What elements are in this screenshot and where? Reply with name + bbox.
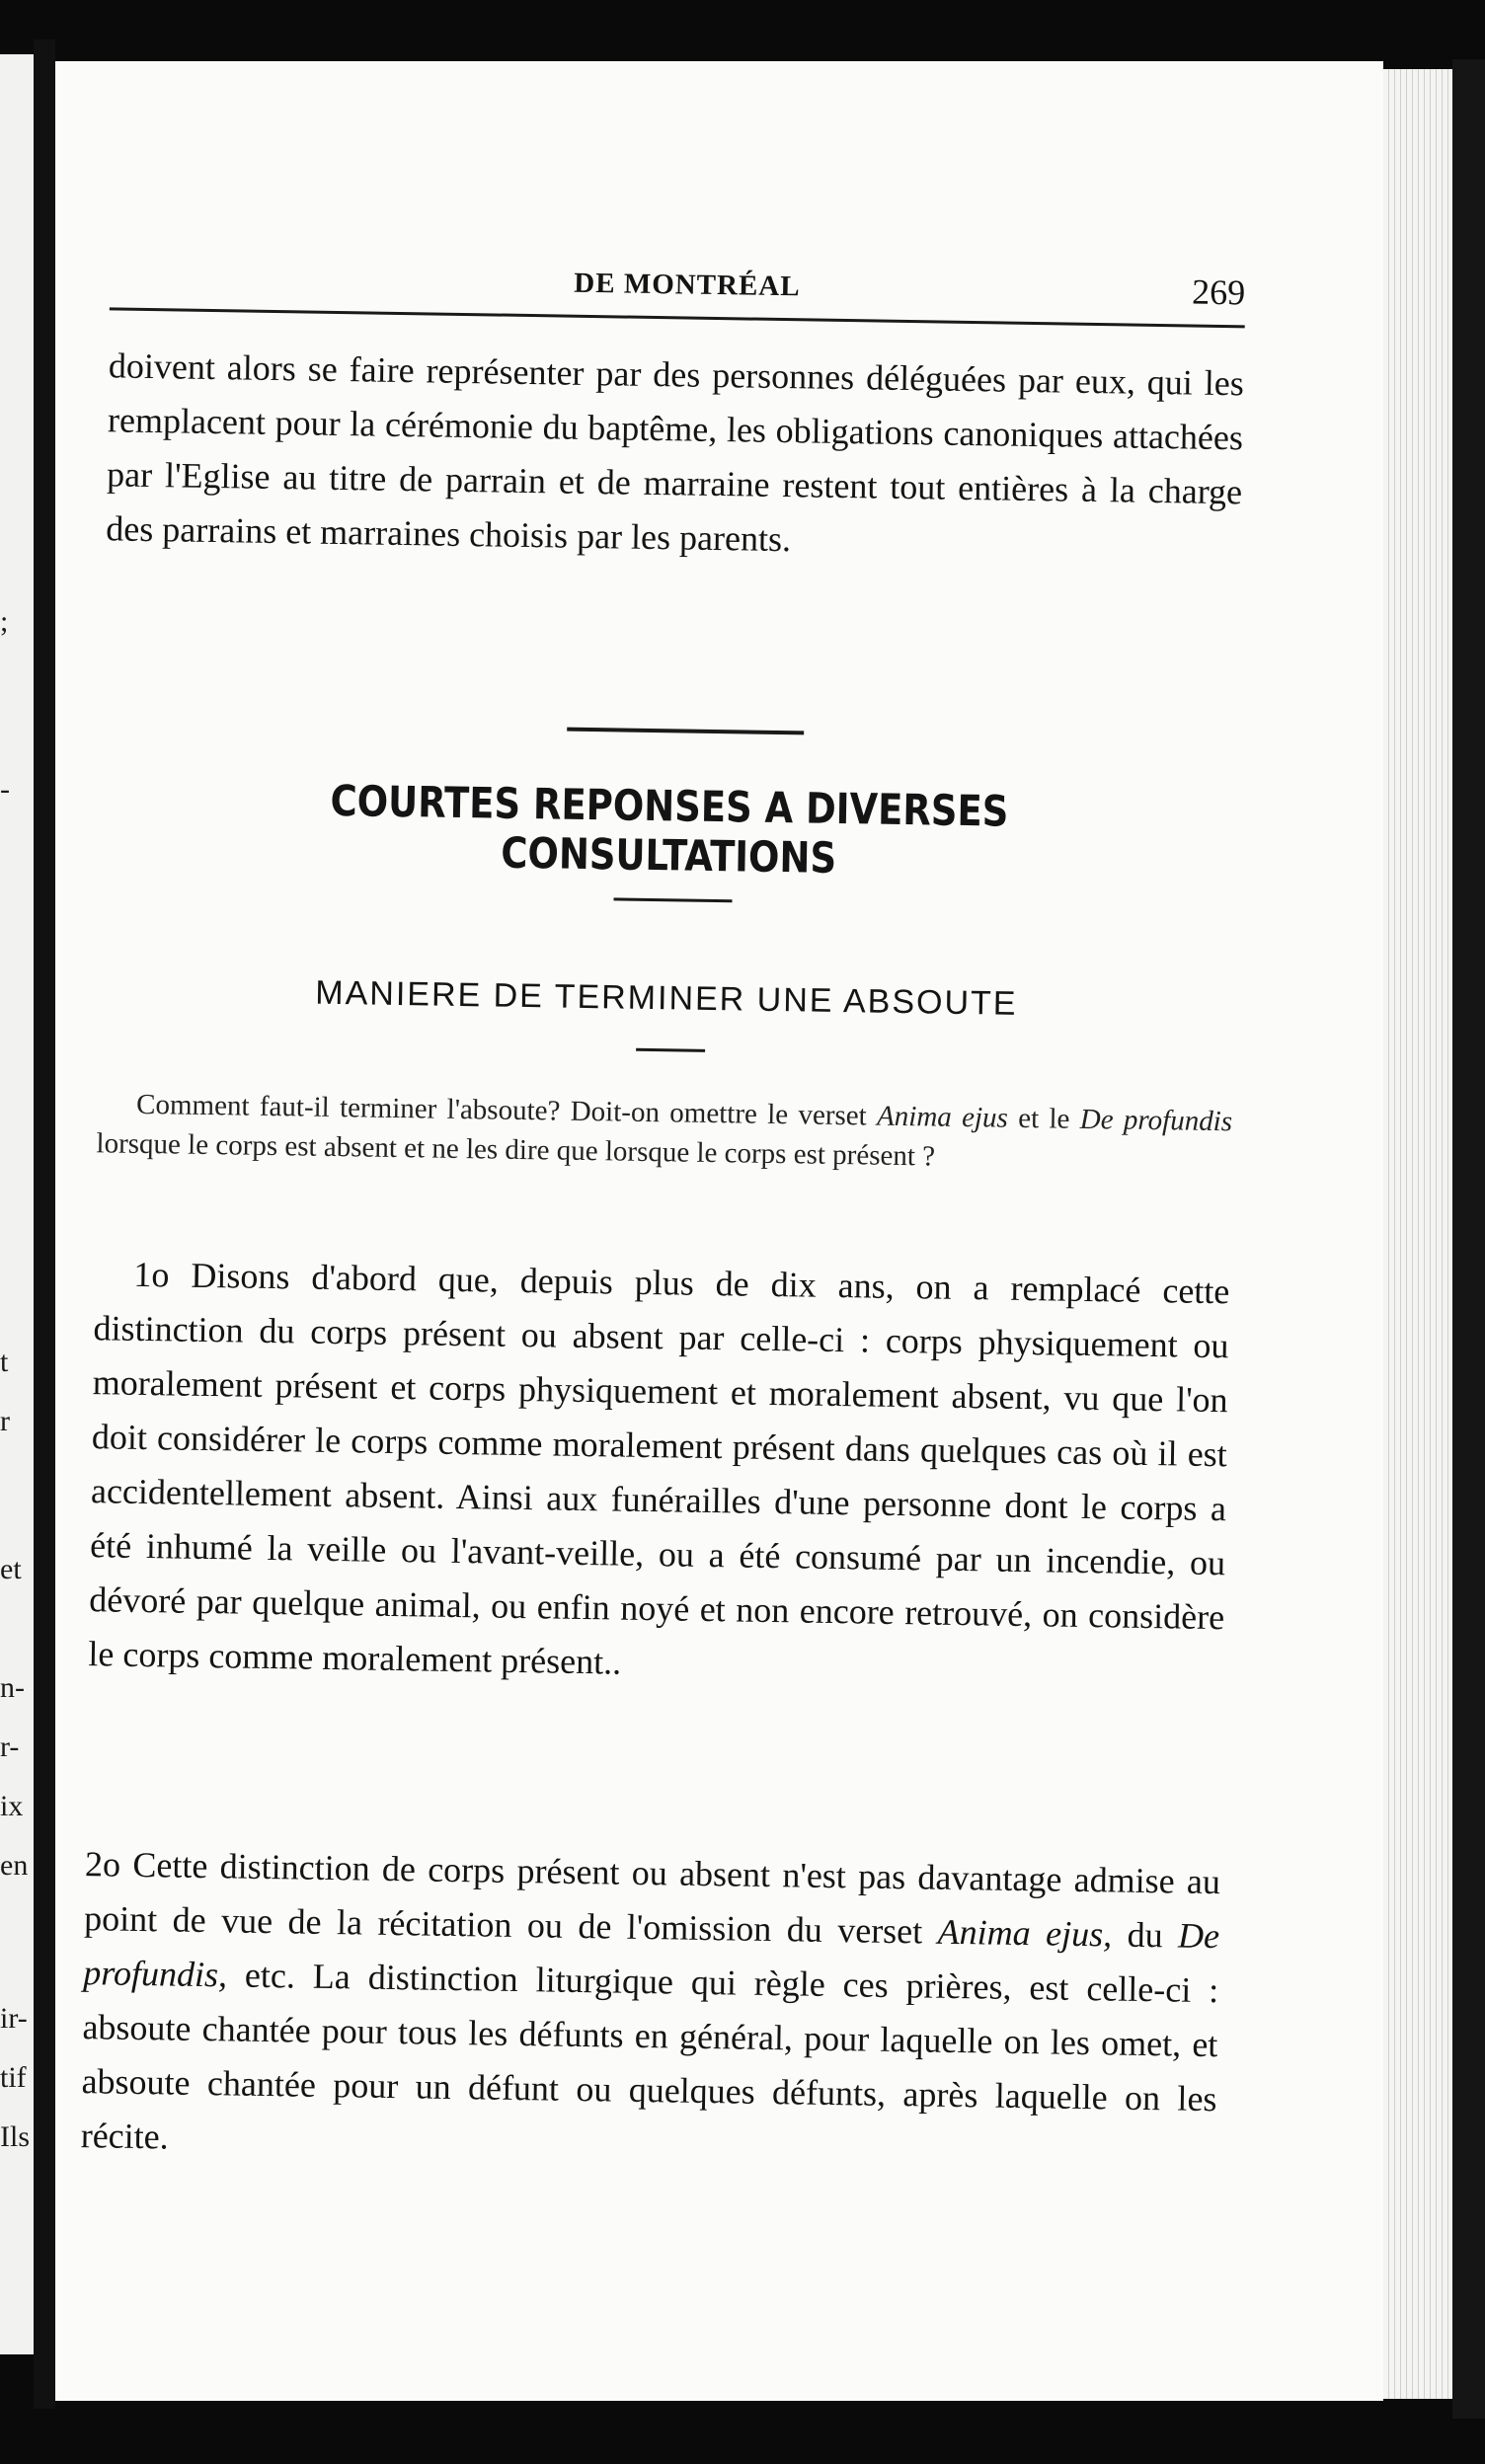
previous-page-fragment: r- bbox=[0, 1731, 20, 1763]
paragraph-italic-text: De profundis, bbox=[83, 1915, 1220, 1995]
paragraph-text: 1o Disons d'abord que, depuis plus de dix ans, on a remplacé cette distinction du corps présent ou absent par celle-ci : corps physiquement ou moralement présent et corps physiquement et moralement absent, vu que l'on doit considérer le corps comme moralement présent dans quelques cas où il est accidentellement absent. Ainsi aux funérailles d'une personne dont le corps a été inhumé la veille ou l'avant-veille, ou a été consumé par un incendie, ou dévoré par quelque animal, ou enfin noyé et non encore retrouvé, on considère le corps comme moralement présent.. bbox=[88, 1254, 1230, 1682]
question-text: lorsque le corps est absent et ne les dire que lorsque le corps est présent ? bbox=[96, 1127, 936, 1173]
consultation-question bbox=[96, 1084, 1232, 1181]
page-stack-edge bbox=[1383, 69, 1452, 2399]
answer-paragraph-2 bbox=[80, 1837, 1220, 2181]
previous-page-fragment: ; bbox=[0, 605, 9, 638]
running-title: DE MONTRÉAL bbox=[574, 267, 801, 303]
previous-page-edge bbox=[0, 54, 34, 2354]
previous-page-fragment: et bbox=[0, 1553, 22, 1585]
section-divider bbox=[567, 728, 804, 735]
previous-page-fragment: r bbox=[0, 1405, 10, 1437]
scan-border bbox=[1452, 59, 1485, 2419]
page-content bbox=[38, 52, 1402, 2413]
question-text: Comment faut-il terminer l'absoute? Doit-on omettre le verset bbox=[135, 1088, 878, 1132]
previous-page-fragment: ix bbox=[0, 1790, 24, 1822]
paragraph-text: 2o Cette distinction de corps présent ou absent n'est pas davantage admise au point de vue de la récitation ou de l'omission du verset bbox=[83, 1844, 1221, 1952]
previous-page-fragment: tif bbox=[0, 2061, 27, 2094]
previous-page-fragment: en bbox=[0, 1849, 29, 1882]
answer-paragraph-1 bbox=[88, 1247, 1230, 1699]
subsection-title: MANIERE DE TERMINER UNE ABSOUTE bbox=[315, 973, 1018, 1023]
page-number: 269 bbox=[1191, 271, 1246, 313]
continued-paragraph bbox=[106, 339, 1244, 574]
paragraph-italic-text: Anima ejus, bbox=[937, 1911, 1113, 1955]
previous-page-fragment: t bbox=[0, 1346, 9, 1378]
paragraph-text: doivent alors se faire représenter par des personnes déléguées par eux, qui les remplacent pour la cérémonie du baptême, les obligations canoniques attachées par l'Eglise au titre de parrain et de marraine restent tout entières à la charge des parrains et marraines choisis par les parents. bbox=[106, 346, 1245, 560]
question-text: et le bbox=[1007, 1102, 1081, 1135]
paragraph-text: du bbox=[1111, 1914, 1179, 1956]
previous-page-fragment: ir- bbox=[0, 2002, 28, 2035]
title-divider bbox=[613, 897, 732, 902]
question-italic-text: Anima ejus bbox=[876, 1100, 1009, 1134]
previous-page-fragment: n- bbox=[0, 1671, 25, 1704]
book-page bbox=[55, 61, 1383, 2401]
subtitle-divider bbox=[636, 1048, 705, 1052]
section-title: COURTES REPONSES A DIVERSES CONSULTATIONS bbox=[330, 776, 1009, 884]
previous-page-fragment: - bbox=[0, 773, 10, 806]
previous-page-fragment: Ils bbox=[0, 2120, 30, 2153]
question-italic-text: De profundis bbox=[1079, 1103, 1233, 1138]
paragraph-text: etc. La distinction liturgique qui règle ces prières, est celle-ci : absoute chantée pour tous les défunts en général, pour laquelle on les omet, et absoute chantée pour un défunt ou quelques défunts, après laquelle on les récite. bbox=[80, 1955, 1219, 2157]
